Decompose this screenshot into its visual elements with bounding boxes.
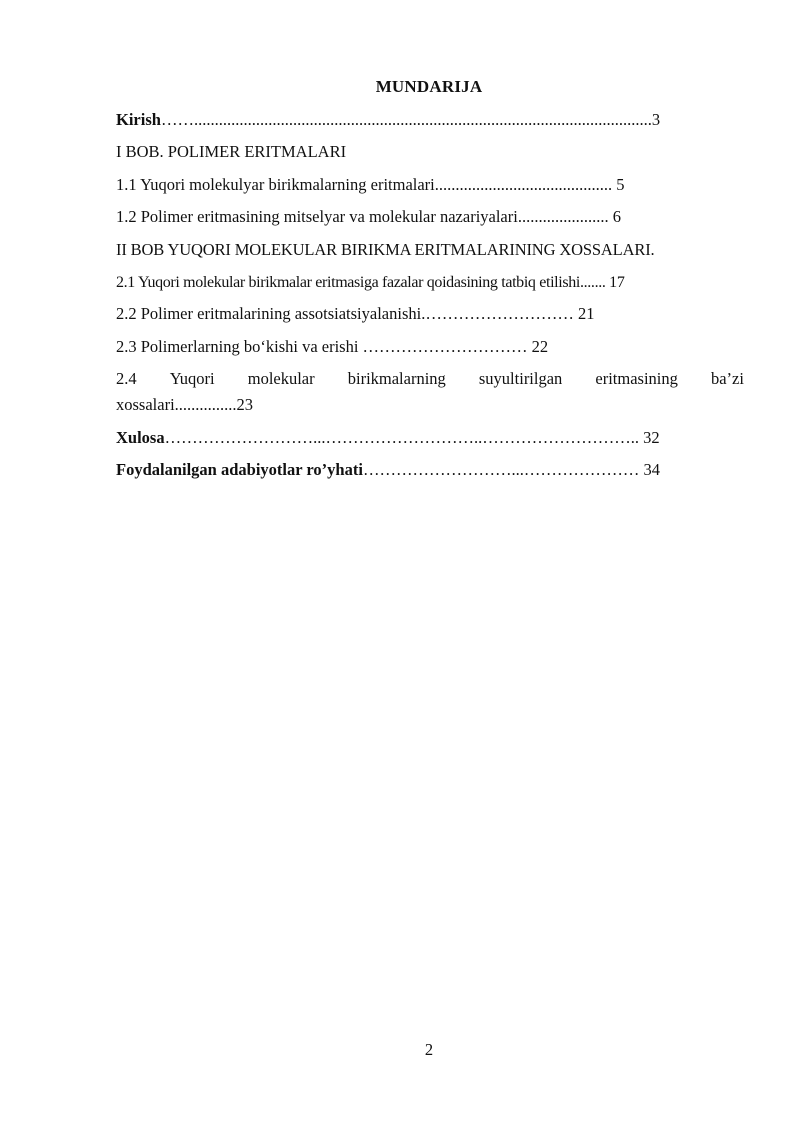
- toc-section-2-4-continuation: [116, 393, 744, 425]
- toc-word: molekular: [247, 369, 315, 389]
- toc-entry-leader: ………………………...………………… 34: [362, 459, 660, 479]
- toc-section-1-2: [116, 205, 744, 237]
- toc-word: eritmasining: [595, 369, 678, 389]
- toc-entry-label: 2.1 Yuqori molekular birikmalar eritmasiga fazalar qoidasining tatbiq etilishi....... 17: [116, 273, 625, 291]
- toc-section-2-1: [116, 270, 744, 302]
- toc-word: ba’zi: [710, 369, 744, 389]
- page-number: 2: [424, 1040, 434, 1059]
- page-title: MUNDARIJA: [375, 77, 483, 96]
- toc-entry-label: 2.2 Polimer eritmalarining assotsiatsiyalanishi.……………………… 21: [116, 304, 595, 324]
- toc-section-2-4: [116, 367, 744, 393]
- toc-entry-leader: ………………………...………………………..……………………….. 32: [164, 427, 660, 447]
- toc-entry-kirish: [116, 108, 744, 140]
- toc-entry-label: 1.2 Polimer eritmasining mitselyar va molekular nazariyalari...................... 6: [116, 207, 621, 227]
- toc-chapter-2: [116, 238, 744, 270]
- toc-word: birikmalarning: [347, 369, 446, 389]
- toc-entry-label: Kirish: [116, 110, 161, 129]
- toc-justified-line: [116, 367, 744, 391]
- toc-entry-leader: ……...............................................................................................................3: [160, 110, 661, 129]
- toc-word: Yuqori: [169, 369, 215, 389]
- toc-word: 2.4: [116, 369, 137, 389]
- toc-entry-label: 2.3 Polimerlarning bo‘kishi va erishi ………………………… 22: [116, 336, 549, 356]
- toc-section-2-2: [116, 302, 744, 334]
- toc-section-2-3: [116, 335, 744, 367]
- toc-entry-label: II BOB YUQORI MOLEKULAR BIRIKMA ERITMALARINING XOSSALARI.: [116, 239, 655, 259]
- toc-entry-label: Xulosa: [116, 427, 165, 447]
- toc-entry-label: I BOB. POLIMER ERITMALARI: [116, 142, 347, 162]
- toc-entry-label: xossalari...............23: [116, 395, 254, 415]
- toc-entry-label: 1.1 Yuqori molekulyar birikmalarning eritmalari........................................... 5: [116, 174, 625, 194]
- table-of-contents: [116, 108, 744, 490]
- toc-entry-xulosa: [116, 426, 744, 458]
- toc-chapter-1: [116, 140, 744, 172]
- toc-section-1-1: [116, 173, 744, 205]
- toc-entry-adabiyotlar: [116, 458, 744, 490]
- toc-entry-label: Foydalanilgan adabiyotlar ro’yhati: [116, 459, 363, 479]
- toc-word: suyultirilgan: [478, 369, 563, 389]
